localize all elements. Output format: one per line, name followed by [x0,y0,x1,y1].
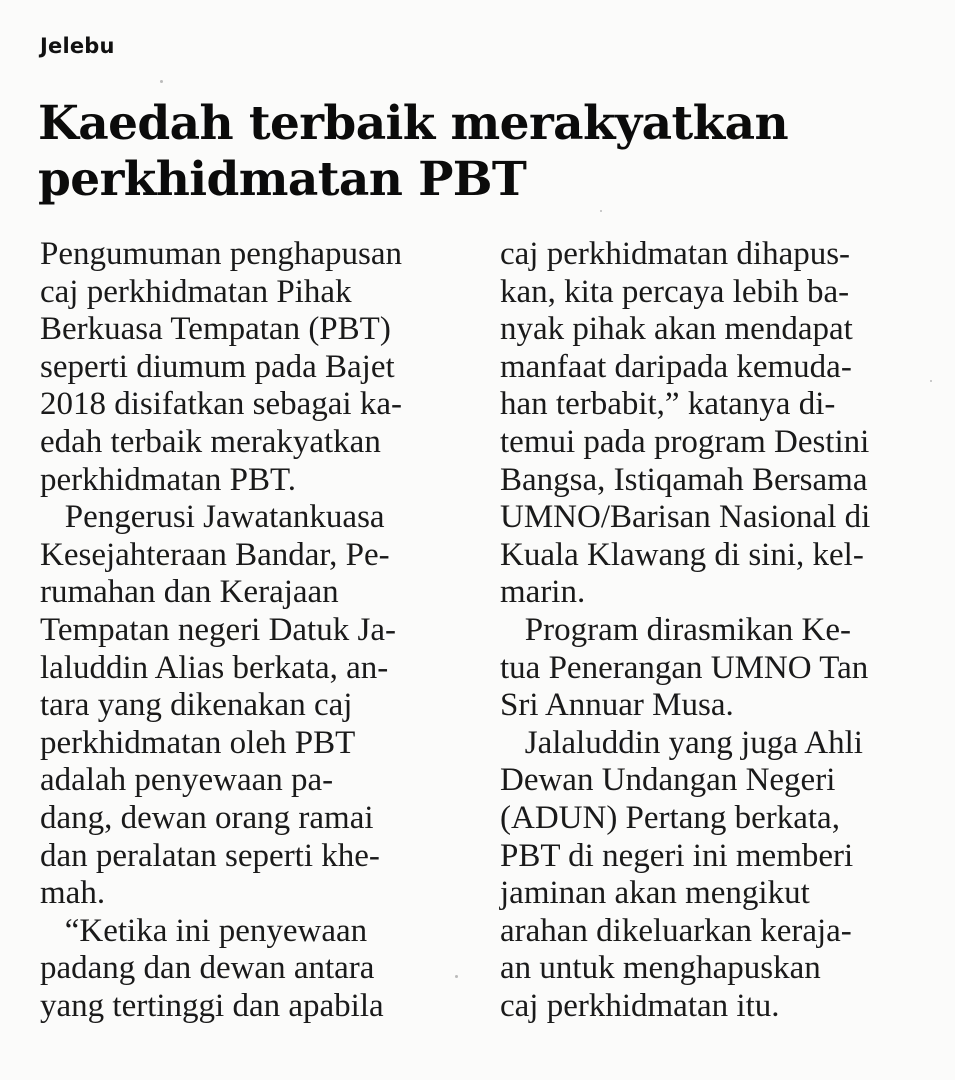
article-line: temui pada program Destini [500,423,870,460]
article-line: kan, kita percaya lebih ba- [500,273,850,310]
article-line: padang dan dewan antara [40,950,375,987]
article-column-right [500,236,930,1025]
article-line: mah. [40,875,106,912]
article-line: dan peralatan seperti khe- [40,837,380,874]
article-line: Tempatan negeri Datuk Ja- [40,611,396,648]
article-line: perkhidmatan PBT. [40,461,297,498]
article-line: han terbabit,” katanya di- [500,386,836,423]
article-line: Program dirasmikan Ke- [500,611,851,648]
article-line: 2018 disifatkan sebagai ka- [40,386,402,423]
article-line: seperti diumum pada Bajet [40,348,395,385]
article-line: rumahan dan Kerajaan [40,574,339,611]
article-line: (ADUN) Pertang berkata, [500,799,840,836]
article-line: tara yang dikenakan caj [40,687,353,724]
headline [38,96,938,208]
article-line: nyak pihak akan mendapat [500,311,853,348]
scan-speck [600,210,602,212]
article-line: Pengerusi Jawatankuasa [40,499,385,536]
article-line: marin. [500,574,586,611]
article-line: Kuala Klawang di sini, kel- [500,536,864,573]
article-line: manfaat daripada kemuda- [500,348,852,385]
article-line: laluddin Alias berkata, an- [40,649,389,686]
article-line: Bangsa, Istiqamah Bersama [500,461,868,498]
section-label: Jelebu [40,34,115,58]
article-column-left [40,236,460,1025]
article-line: UMNO/Barisan Nasional di [500,499,871,536]
article-line: Berkuasa Tempatan (PBT) [40,311,391,348]
article-line: arahan dikeluarkan keraja- [500,912,852,949]
article-line: Pengumuman penghapusan [40,236,403,272]
article-line: adalah penyewaan pa- [40,762,334,799]
article-line: PBT di negeri ini memberi [500,837,854,874]
article-line: an untuk menghapuskan [500,950,821,987]
article-line: tua Penerangan UMNO Tan [500,649,869,686]
article-line: Dewan Undangan Negeri [500,762,836,799]
article-line: edah terbaik merakyatkan [40,423,381,460]
article-line: perkhidmatan oleh PBT [40,724,356,761]
scan-speck [160,80,163,83]
article-line: caj perkhidmatan Pihak [40,273,352,310]
article-line: Jalaluddin yang juga Ahli [500,724,863,761]
article-line: yang tertinggi dan apabila [40,987,384,1024]
article-line: Sri Annuar Musa. [500,687,734,724]
headline-line-2: perkhidmatan PBT [38,152,527,207]
article-line: caj perkhidmatan itu. [500,987,780,1024]
scan-speck [930,380,932,382]
article-line: dang, dewan orang ramai [40,799,374,836]
article-line: Kesejahteraan Bandar, Pe- [40,536,390,573]
article-line: “Ketika ini penyewaan [40,912,368,949]
headline-line-1: Kaedah terbaik merakyatkan [38,96,789,151]
article-line: caj perkhidmatan dihapus- [500,236,851,272]
article-line: jaminan akan mengikut [500,875,810,912]
scan-speck [455,975,458,978]
